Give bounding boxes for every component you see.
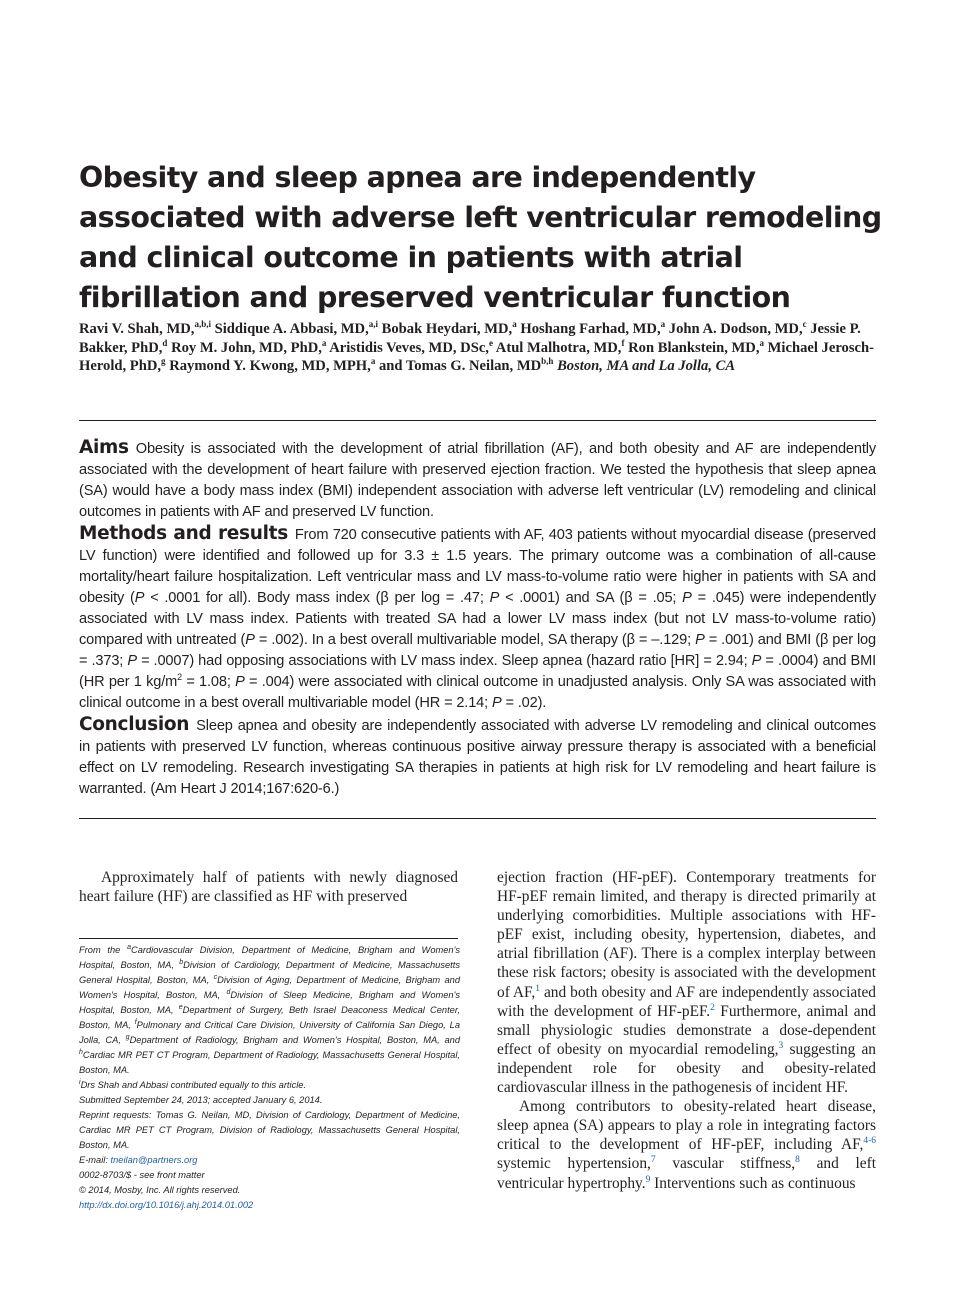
body-text: and left ventricular hypertrophy.	[497, 1155, 876, 1192]
fn-sup: i	[79, 1079, 81, 1086]
affiliations	[79, 943, 460, 1078]
author-affiliation: g	[161, 356, 166, 367]
doi-link[interactable]: http://dx.doi.org/10.1016/j.ahj.2014.01.002	[79, 1200, 254, 1210]
methods-text: = .0004) and BMI (HR per 1 kg/m	[79, 653, 877, 690]
author-affiliation: a	[660, 319, 666, 329]
body-text: systemic hypertension,	[497, 1155, 651, 1173]
issn: 0002-8703/$ - see front matter	[79, 1170, 205, 1180]
reference-link[interactable]: 7	[650, 1155, 656, 1166]
body-text: Furthermore, animal and small physiologic studies demonstrate a dose-dependent effect of obesity on myocardial remodeling,	[497, 1002, 876, 1058]
email-line	[79, 1153, 460, 1168]
methods-text: = .0007) had opposing associations with LV mass index. Sleep apnea (hazard ratio [HR] = 2.94;	[136, 653, 752, 669]
superscript: 2	[177, 672, 182, 682]
copyright: © 2014, Mosby, Inc. All rights reserved.	[79, 1185, 241, 1195]
body-text: Among contributors to obesity-related heart disease, sleep apnea (SA) appears to play a role in integrating factors critical to the development of HF-pEF, including AF,	[497, 1098, 876, 1154]
footnotes	[79, 943, 460, 1213]
p-symbol: P	[245, 632, 255, 648]
reference-link[interactable]: 2	[710, 1002, 715, 1013]
fn-text: Pulmonary and Critical Care Division, University of California San Diego, La Jolla, CA,	[79, 1020, 460, 1045]
submitted-date: Submitted September 24, 2013; accepted January 6, 2014.	[79, 1095, 323, 1105]
methods-text: = .001) and BMI (β per log = .373;	[79, 632, 876, 669]
aims-text: Obesity is associated with the development of atrial fibrillation (AF), and both obesity and AF are independently associated with the development of heart failure with preserved ejection fraction. We tested the hypothesis that sleep apnea (SA) would have a body mass index (BMI) independent association with adverse left ventricular (LV) remodeling and clinical outcomes in patients with AF and preserved LV function.	[79, 441, 876, 520]
p-symbol: P	[491, 695, 502, 711]
author-name: Ron Blankstein, MD,	[628, 339, 760, 356]
email-link[interactable]: tneilan@partners.org	[110, 1155, 198, 1165]
author-list	[79, 320, 889, 376]
methods-heading: Methods and results	[79, 523, 288, 544]
author-name: Atul Malhotra, MD,	[495, 339, 622, 356]
body-paragraph	[497, 868, 876, 1097]
author-name: Aristidis Veves, MD, DSc,	[329, 339, 489, 356]
fn-sup: h	[79, 1049, 83, 1056]
author-affiliation: a	[759, 337, 764, 348]
author-name: Siddique A. Abbasi, MD,	[214, 321, 369, 337]
fn-sup: e	[178, 1004, 183, 1011]
right-column	[497, 868, 876, 1193]
fn-text: Cardiac MR PET CT Program, Department of Radiology, Massachusetts General Hospital, Boston, MA.	[79, 1050, 460, 1075]
author-affiliation: b,h	[541, 356, 554, 367]
author-affiliation: a	[370, 356, 376, 367]
fn-text: Department of Surgery, Beth Israel Deaconess Medical Center, Boston, MA,	[79, 1005, 461, 1030]
body-text: suggesting an independent role for obesity and obesity-related cardiovascular illness in the pathogenesis of incident HF.	[497, 1040, 877, 1097]
methods-text: = .002). In a best overall multivariable model, SA therapy (β = –.129;	[254, 632, 696, 648]
conclusion-heading: Conclusion	[79, 714, 190, 735]
left-column	[79, 868, 458, 906]
p-symbol: P	[682, 590, 692, 606]
author-affiliation: f	[621, 337, 625, 348]
reference-link[interactable]: 3	[778, 1040, 784, 1051]
author-affiliation: a	[512, 319, 517, 329]
fn-text: Division of Aging, Department of Medicine, Brigham and Women's Hospital, Boston, MA,	[79, 975, 460, 1000]
author-name: and Tomas G. Neilan, MD	[378, 358, 542, 375]
abstract	[79, 437, 876, 800]
methods-text: = .02).	[501, 695, 547, 711]
p-symbol: P	[751, 653, 762, 669]
p-symbol: P	[127, 653, 137, 669]
body-text: Interventions such as continuous	[650, 1174, 856, 1192]
author-name: Ravi V. Shah, MD,	[79, 321, 195, 337]
body-text: vascular stiffness,	[655, 1155, 796, 1173]
author-name: Roy M. John, MD, PhD,	[171, 339, 322, 356]
fn-text: Cardiovascular Division, Department of Medicine, Brigham and Women's Hospital, Boston, MA,	[79, 945, 460, 970]
author-name: Hoshang Farhad, MD,	[520, 321, 661, 337]
author-name: Jessie P. Bakker, PhD,	[79, 321, 861, 356]
methods-text: = .004) were associated with clinical outcome in unadjusted analysis. Only SA was associated with clinical outcome in a best overall multivariable model (HR = 2.14;	[79, 674, 877, 711]
methods-text: = 1.08;	[181, 674, 236, 690]
fn-sup: a	[127, 944, 131, 951]
fn-sup: g	[125, 1034, 130, 1041]
author-affiliation: c	[802, 319, 807, 329]
fn-sup: c	[213, 974, 218, 981]
methods-text: < .0001) and SA (β = .05;	[499, 590, 683, 606]
abstract-aims	[79, 437, 876, 523]
author-name: Michael Jerosch-Herold, PhD,	[79, 339, 874, 375]
author-affiliation: e	[488, 337, 493, 348]
abstract-conclusion	[79, 714, 876, 800]
author-affiliation: a	[321, 337, 327, 348]
fn-text: Department of Radiology, Brigham and Women's Hospital, Boston, MA, and	[129, 1035, 460, 1045]
methods-text: < .0001 for all). Body mass index (β per log = .47;	[144, 590, 490, 606]
author-affiliation: a,b,i	[194, 319, 211, 329]
author-affiliation: d	[162, 337, 168, 348]
abstract-methods	[79, 523, 876, 714]
conclusion-text: Sleep apnea and obesity are independently associated with adverse LV remodeling and clinical outcomes in patients with preserved LV function, whereas continuous positive airway pressure therapy is associated with a beneficial effect on LV remodeling. Research investigating SA therapies in patients at high risk for LV remodeling and heart failure is warranted. (Am Heart J 2014;167:620-6.)	[79, 718, 876, 797]
author-name: Raymond Y. Kwong, MD, MPH,	[169, 358, 371, 375]
fn-sup: d	[226, 989, 231, 996]
body-paragraph: Approximately half of patients with newly diagnosed heart failure (HF) are classified as HF with preserved	[79, 869, 458, 906]
fn-text: Division of Sleep Medicine, Brigham and Women's Hospital, Boston, MA,	[79, 990, 460, 1015]
fn-text: From the	[79, 945, 128, 955]
methods-text: = .045) were independently associated with LV mass index. Patients with treated SA had a lower LV mass index (but not LV mass-to-volume ratio) compared with untreated (	[79, 590, 876, 648]
bottom-divider	[79, 818, 876, 819]
body-text: and both obesity and AF are independently associated with the development of HF-pEF.	[497, 983, 877, 1020]
aims-heading: Aims	[79, 437, 129, 458]
body-paragraph	[497, 1097, 876, 1192]
p-symbol: P	[695, 632, 705, 648]
p-symbol: P	[235, 674, 245, 690]
reference-link[interactable]: 4-6	[863, 1136, 876, 1147]
reprint-requests: Reprint requests: Tomas G. Neilan, MD, Division of Cardiology, Department of Medicine, Cardiac MR PET CT Program, Division of Radiology, Massachusetts General Hospital, Boston, MA.	[79, 1110, 460, 1150]
author-name: John A. Dodson, MD,	[668, 321, 803, 337]
author-affiliation: a,i	[368, 319, 378, 329]
fn-text: Division of Cardiology, Department of Medicine, Massachusetts General Hospital, Boston, MA,	[79, 960, 460, 985]
fn-sup: b	[179, 959, 184, 966]
equal-contribution-note	[79, 1078, 460, 1093]
author-name: Bobak Heydari, MD,	[381, 321, 513, 337]
email-label: E-mail:	[79, 1155, 111, 1165]
p-symbol: P	[134, 590, 145, 606]
reference-link[interactable]: 9	[645, 1174, 651, 1185]
body-text: ejection fraction (HF-pEF). Contemporary treatments for HF-pEF remain limited, and therapy is directed primarily at underlying comorbidities. Multiple associations with HF-pEF exist, including obesity, hypertension, diabetes, and atrial fibrillation (AF). There is a complex interplay between these risk factors; obesity is associated with the development of AF,	[497, 869, 876, 1001]
fn-text: Drs Shah and Abbasi contributed equally to this article.	[80, 1080, 307, 1090]
reference-link[interactable]: 8	[795, 1155, 800, 1166]
top-divider	[79, 420, 876, 421]
p-symbol: P	[489, 590, 500, 606]
author-location: Boston, MA and La Jolla, CA	[557, 358, 736, 375]
methods-text: From 720 consecutive patients with AF, 403 patients without myocardial disease (preserved LV function) were identified and followed up for 3.3 ± 1.5 years. The primary outcome was a combination of all-cause mortality/heart failure hospitalization. Left ventricular mass and LV mass-to-volume ratio were higher in patients with SA and obesity (	[79, 527, 876, 606]
article-title: Obesity and sleep apnea are independently associated with adverse left ventricular remodeling and clinical outcome in patients with atrial fibrillation and preserved ventricular function	[79, 161, 882, 314]
footnote-divider	[79, 938, 458, 939]
fn-sup: f	[134, 1019, 137, 1026]
reference-link[interactable]: 1	[535, 983, 540, 994]
